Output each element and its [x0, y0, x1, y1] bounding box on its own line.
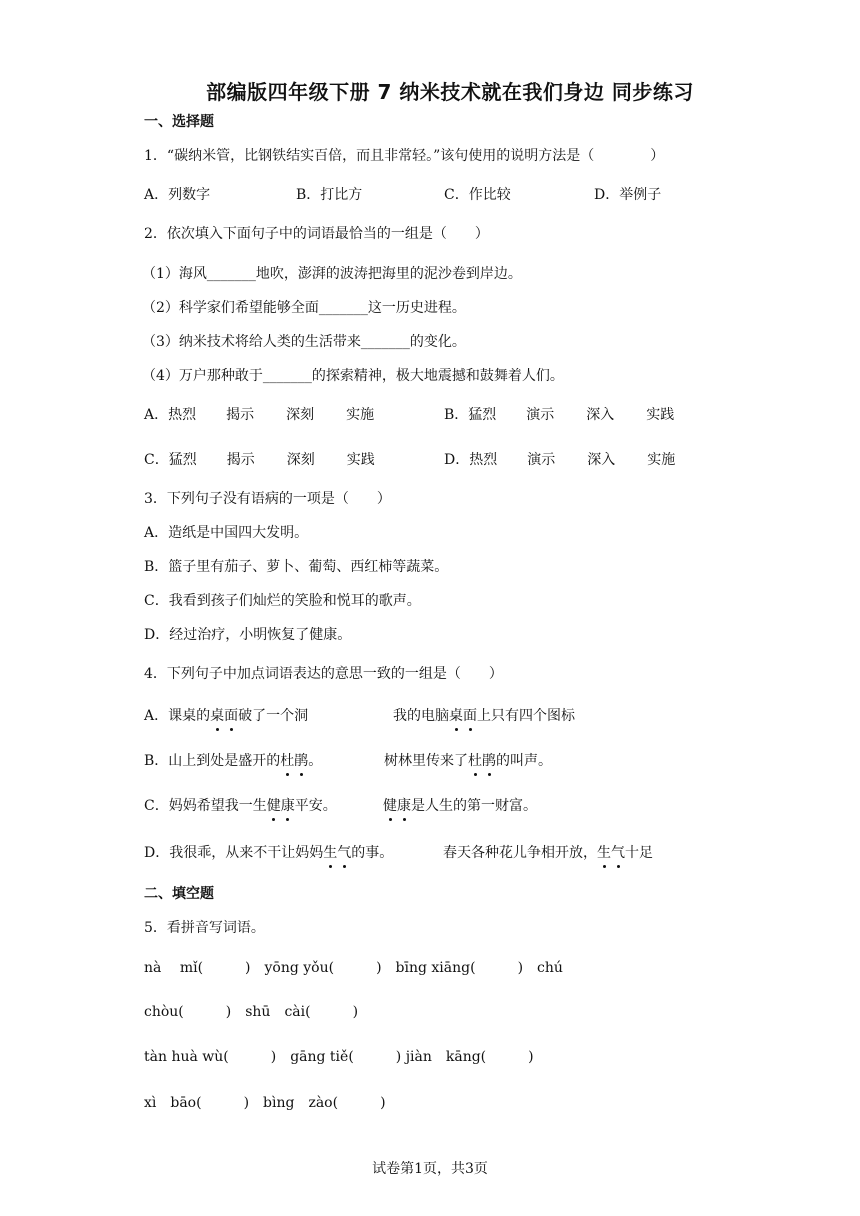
option-word: 深刻	[286, 452, 315, 468]
text: 的事。	[351, 845, 394, 861]
question-2-option-c	[144, 450, 375, 470]
pinyin-line-1: nà mǐ( ) yōng yǒu( ) bīng xiāng( ) chú	[144, 960, 563, 976]
question-2-sentence-3: （3）纳米技术将给人类的生活带来_______的变化。	[142, 334, 466, 350]
option-word: 实践	[346, 452, 375, 468]
text: C．妈妈希望我一生	[144, 798, 267, 814]
text: 春天各种花儿争相开放，	[443, 845, 597, 861]
emphasis-char: 生	[597, 845, 611, 861]
emphasis-char: 鹃	[482, 753, 496, 769]
question-2-sentence-2: （2）科学家们希望能够全面_______这一历史进程。	[142, 300, 466, 316]
question-4-option-c-right	[383, 796, 537, 816]
section-heading-fill: 二、填空题	[144, 886, 214, 902]
question-4-option-a-right	[393, 706, 575, 726]
option-letter: A．	[144, 407, 169, 423]
option-word: 深入	[586, 407, 615, 423]
text: D．我很乖，从来不干让妈妈	[144, 845, 324, 861]
text: 平安。	[294, 798, 337, 814]
text: 是人生的第一财富。	[411, 798, 537, 814]
option-word: 演示	[527, 452, 556, 468]
question-2-sentence-4: （4）万户那种敢于_______的探索精神，极大地震撼和鼓舞着人们。	[142, 368, 564, 384]
pinyin-line-2: chòu( ) shū cài( )	[144, 1004, 359, 1020]
question-4-option-c-left	[144, 796, 337, 816]
question-2-option-b	[444, 405, 674, 425]
question-4-option-b-right	[384, 751, 552, 771]
emphasis-char: 健	[266, 798, 281, 814]
page-title: 部编版四年级下册 7 纳米技术就在我们身边 同步练习	[206, 80, 694, 104]
emphasis-char: 鹃	[294, 753, 309, 769]
emphasis-char: 康	[397, 798, 411, 814]
question-1-option-b: B．打比方	[296, 187, 363, 203]
question-1-option-c: C．作比较	[444, 187, 511, 203]
section-heading-choice: 一、选择题	[144, 114, 214, 130]
option-word: 揭示	[226, 407, 255, 423]
text: A．课桌的	[144, 708, 211, 724]
option-word: 实践	[646, 407, 675, 423]
option-letter: B．	[444, 407, 469, 423]
question-2-option-a	[144, 405, 374, 425]
pinyin-line-3: tàn huà wù( ) gāng tiě( ) jiàn kāng( )	[144, 1049, 534, 1065]
page-footer: 试卷第1页，共3页	[372, 1161, 488, 1177]
question-3-option-c: C．我看到孩子们灿烂的笑脸和悦耳的歌声。	[144, 593, 421, 609]
emphasis-char: 气	[337, 845, 352, 861]
option-word: 深刻	[286, 407, 315, 423]
question-4-stem: 4．下列句子中加点词语表达的意思一致的一组是（ ）	[144, 666, 503, 682]
option-word: 热烈	[469, 452, 498, 468]
text: 树林里传来了	[384, 753, 468, 769]
question-4-option-a-left	[144, 706, 308, 726]
question-1-stem: 1．“碳纳米管，比钢铁结实百倍，而且非常轻。”该句使用的说明方法是（ ）	[144, 148, 665, 164]
option-word: 深入	[587, 452, 616, 468]
option-word: 猛烈	[168, 452, 197, 468]
question-1-option-a: A．列数字	[144, 187, 211, 203]
option-word: 实施	[647, 452, 676, 468]
option-word: 实施	[346, 407, 375, 423]
emphasis-char: 康	[280, 798, 295, 814]
question-2-option-d	[444, 450, 675, 470]
emphasis-char: 桌	[210, 708, 225, 724]
emphasis-char: 健	[383, 798, 397, 814]
question-5-stem: 5．看拼音写词语。	[144, 920, 265, 936]
option-word: 演示	[526, 407, 555, 423]
question-4-option-d-right	[443, 843, 653, 863]
option-word: 揭示	[226, 452, 255, 468]
emphasis-char: 气	[611, 845, 625, 861]
option-letter: C．	[144, 452, 169, 468]
text: 上只有四个图标	[477, 708, 575, 724]
emphasis-char: 桌	[449, 708, 463, 724]
text: 破了一个洞	[238, 708, 309, 724]
question-4-option-b-left	[144, 751, 322, 771]
emphasis-char: 面	[224, 708, 239, 724]
emphasis-char: 杜	[280, 753, 295, 769]
option-word: 猛烈	[468, 407, 497, 423]
option-word: 热烈	[168, 407, 197, 423]
question-3-option-d: D．经过治疗，小明恢复了健康。	[144, 627, 352, 643]
question-3-stem: 3．下列句子没有语病的一项是（ ）	[144, 491, 391, 507]
emphasis-char: 面	[463, 708, 477, 724]
pinyin-line-4: xì bāo( ) bìng zào( )	[144, 1095, 386, 1111]
emphasis-char: 生	[323, 845, 338, 861]
question-2-stem: 2．依次填入下面句子中的词语最恰当的一组是（ ）	[144, 226, 489, 242]
text: B．山上到处是盛开的	[144, 753, 281, 769]
question-2-sentence-1: （1）海风_______地吹，澎湃的波涛把海里的泥沙卷到岸边。	[142, 266, 522, 282]
question-3-option-a: A．造纸是中国四大发明。	[144, 525, 309, 541]
text: 十足	[625, 845, 653, 861]
emphasis-char: 杜	[468, 753, 482, 769]
question-3-option-b: B．篮子里有茄子、萝卜、葡萄、西红柿等蔬菜。	[144, 559, 449, 575]
text: 。	[308, 753, 323, 769]
question-4-option-d-left	[144, 843, 393, 863]
option-letter: D．	[444, 452, 470, 468]
text: 的叫声。	[496, 753, 552, 769]
question-1-option-d: D．举例子	[594, 187, 662, 203]
text: 我的电脑	[393, 708, 449, 724]
